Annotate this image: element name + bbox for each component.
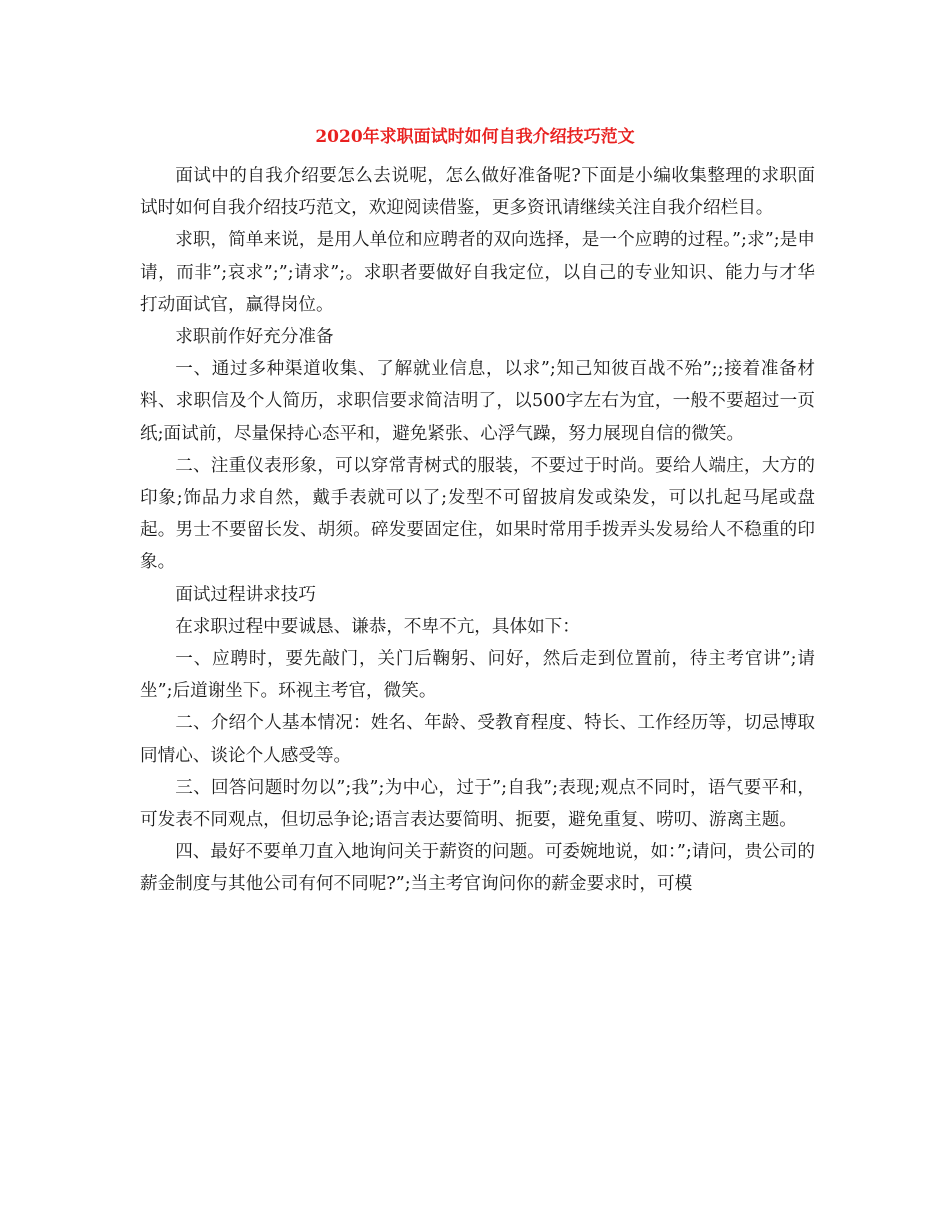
paragraph: 面试中的自我介绍要怎么去说呢，怎么做好准备呢?下面是小编收集整理的求职面试时如何自我介绍技巧范文，欢迎阅读借鉴，更多资讯请继续关注自我介绍栏目。 bbox=[140, 166, 815, 219]
paragraph: 二、介绍个人基本情况：姓名、年龄、受教育程度、特长、工作经历等，切忌博取同情心、谈论个人感受等。 bbox=[140, 713, 815, 766]
section-heading: 面试过程讲求技巧 bbox=[175, 584, 316, 605]
paragraph: 一、应聘时，要先敲门，关门后鞠躬、问好，然后走到位置前，待主考官讲”;请坐”;后道谢坐下。环视主考官，微笑。 bbox=[140, 649, 815, 702]
section-heading: 求职前作好充分准备 bbox=[175, 327, 334, 348]
paragraph: 三、回答问题时勿以”;我”;为中心，过于”;自我”;表现;观点不同时，语气要平和，可发表不同观点，但切忌争论;语言表达要简明、扼要，避免重复、唠叨、游离主题。 bbox=[140, 777, 815, 831]
paragraph: 四、最好不要单刀直入地询问关于薪资的问题。可委婉地说，如：”;请问，贵公司的薪金制度与其他公司有何不同呢?”;当主考官询问你的薪金要求时，可模 bbox=[140, 842, 815, 895]
document-body bbox=[140, 160, 815, 901]
paragraph: 求职，简单来说，是用人单位和应聘者的双向选择，是一个应聘的过程。”;求”;是申请，而非”;哀求”;”;请求”;。求职者要做好自我定位，以自己的专业知识、能力与才华打动面试官，赢得岗位。 bbox=[140, 230, 815, 315]
paragraph: 二、注重仪表形象，可以穿常青树式的服装，不要过于时尚。要给人端庄，大方的印象;饰品力求自然，戴手表就可以了;发型不可留披肩发或染发，可以扎起马尾或盘起。男士不要留长发、胡须。碎发要固定住，如果时常用手拨弄头发易给人不稳重的印象。 bbox=[140, 455, 815, 573]
document-title: 2020年求职面试时如何自我介绍技巧范文 bbox=[315, 127, 635, 147]
paragraph: 一、通过多种渠道收集、了解就业信息，以求”;知己知彼百战不殆”;;接着准备材料、求职信及个人简历，求职信要求简洁明了，以500字左右为宜，一般不要超过一页纸;面试前，尽量保持心态平和，避免紧张、心浮气躁，努力展现自信的微笑。 bbox=[140, 359, 815, 444]
paragraph: 在求职过程中要诚恳、谦恭，不卑不亢，具体如下： bbox=[175, 616, 580, 637]
